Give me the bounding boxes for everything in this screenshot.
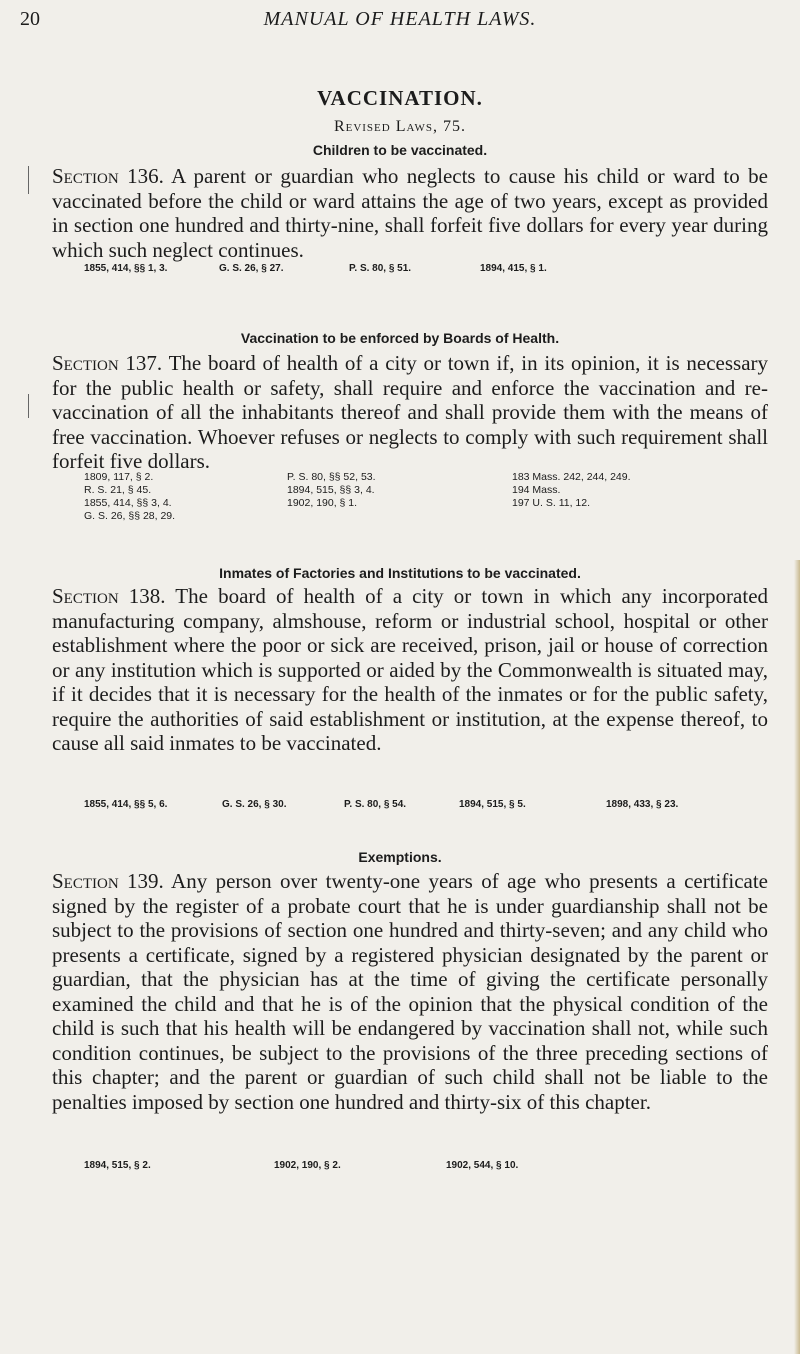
section-136-text [52, 164, 768, 262]
citation: 183 Mass. 242, 244, 249. [512, 471, 631, 483]
section-137-body: The board of health of a city or town if, in its opinion, it is necessary for the public health or safety, shall require and enforce the vaccination and re-vaccination of all the inhabitants thereof and shall provide them with the means of free vaccination. Whoever refuses or neglects to comply with such requirement shall forfeit five dollars. [52, 351, 769, 473]
citation-column [512, 471, 631, 510]
section-136-label: Section 136. [52, 164, 164, 188]
citation: 1902, 190, § 1. [287, 497, 358, 509]
section-138-citations [84, 799, 784, 815]
page-number: 20 [20, 8, 40, 30]
citation: P. S. 80, § 54. [344, 799, 407, 810]
section-137-citations [84, 471, 724, 525]
page-edge [794, 560, 800, 1354]
citation: 1902, 190, § 2. [274, 1160, 341, 1171]
citation: G. S. 26, § 30. [222, 799, 287, 810]
citation: P. S. 80, §§ 52, 53. [287, 471, 376, 483]
citation: R. S. 21, § 45. [84, 484, 152, 496]
citation: 197 U. S. 11, 12. [512, 497, 591, 509]
margin-mark [28, 394, 29, 418]
section-138-body: The board of health of a city or town in which any incorporated manufacturing company, almshouse, reform or industrial school, hospital or other establishment where the poor or sick are received, prison, jail or house of correction or any institution which is supported or aided by the Commonwealth is situated may, if it decides that it is necessary for the health of the inmates or for the public safety, require the authorities of said establishment or institution, at the expense thereof, to cause all said inmates to be vaccinated. [52, 584, 769, 755]
citation: 1855, 414, §§ 1, 3. [84, 263, 168, 274]
section-136-heading: Children to be vaccinated. [312, 142, 488, 158]
citation: P. S. 80, § 51. [349, 263, 412, 274]
section-137-text [52, 351, 768, 474]
section-137-heading: Vaccination to be enforced by Boards of Health. [240, 330, 560, 346]
section-138-heading: Inmates of Factories and Institutions to be vaccinated. [219, 565, 581, 581]
citation: 1894, 415, § 1. [480, 263, 547, 274]
citation: 1898, 433, § 23. [606, 799, 679, 810]
citation: 194 Mass. [512, 484, 561, 496]
section-139-text [52, 869, 768, 1114]
citation: 1809, 117, § 2. [84, 471, 154, 483]
section-137-label: Section 137. [52, 351, 163, 375]
running-head [20, 8, 780, 34]
section-139-body: Any person over twenty-one years of age who presents a certificate signed by the register of a probate court that he is under guardianship shall not be subject to the provisions of section one hundred and thirty-seven; and any child who presents a certificate, signed by a registered physician designated by the parent or guardian, that the physician has at the time of giving the certificate personally examined the child and that he is of the opinion that the physical condition of the child is such that his health will be endangered by vaccination shall not, while such condition continues, be subject to the provisions of the three preceding sections of this chapter; and the parent or guardian of such child shall not be liable to the penalties imposed by section one hundred and thirty-six of this chapter. [52, 869, 768, 1114]
citation: 1902, 544, § 10. [446, 1160, 519, 1171]
citation: 1855, 414, §§ 5, 6. [84, 799, 168, 810]
citation-column [287, 471, 376, 510]
section-139-label: Section 139. [52, 869, 164, 893]
chapter-title: VACCINATION. [317, 86, 483, 110]
citation: 1894, 515, § 2. [84, 1160, 151, 1171]
citation: 1855, 414, §§ 3, 4. [84, 497, 172, 509]
citation: 1894, 515, § 5. [459, 799, 526, 810]
citation: G. S. 26, § 27. [219, 263, 284, 274]
section-136-citations [84, 263, 724, 279]
section-138-text [52, 584, 768, 756]
citation: G. S. 26, §§ 28, 29. [84, 510, 176, 522]
book-title: MANUAL OF HEALTH LAWS. [263, 8, 537, 30]
source-citation: Revised Laws, 75. [333, 118, 467, 135]
section-139-citations [84, 1160, 684, 1176]
citation: 1894, 515, §§ 3, 4. [287, 484, 375, 496]
citation-column [84, 471, 175, 523]
section-136-body: A parent or guardian who neglects to cause his child or ward to be vaccinated before the child or ward attains the age of two years, except as provided in section one hundred and thirty-nine, shall forfeit five dollars for every year during which such neglect continues. [52, 164, 769, 262]
section-138-label: Section 138. [52, 584, 166, 608]
section-139-heading: Exemptions. [358, 849, 442, 865]
margin-mark [28, 166, 29, 194]
